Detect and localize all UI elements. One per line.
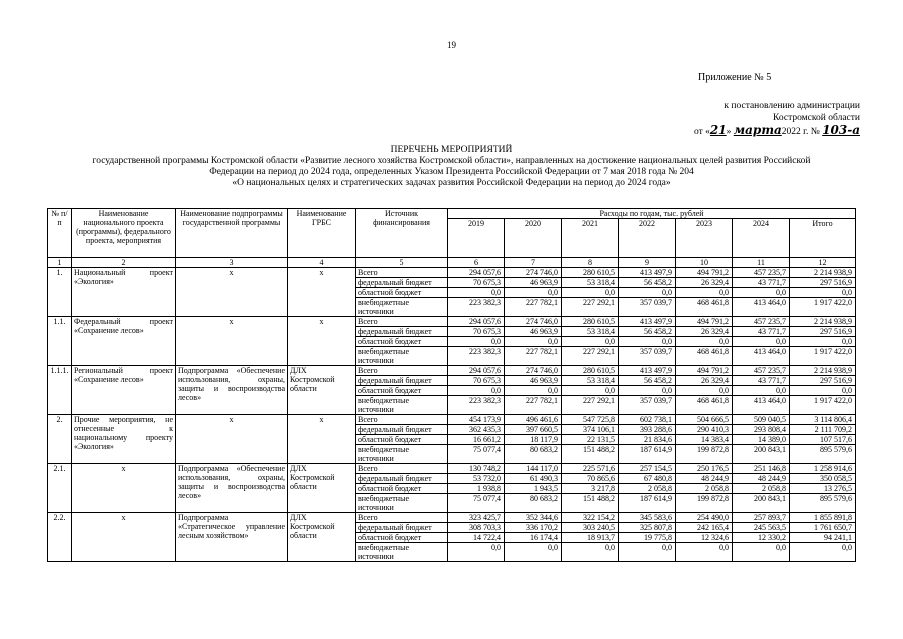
row-source: федеральный бюджет: [356, 327, 448, 337]
row-value: 297 516,9: [790, 376, 856, 386]
row-value: 308 703,3: [448, 523, 505, 533]
row-value: 53 732,0: [448, 474, 505, 484]
row-value: 0,0: [505, 337, 562, 347]
row-value: 2 058,8: [733, 484, 790, 494]
row-value: 0,0: [790, 288, 856, 298]
row-value: 454 173,9: [448, 415, 505, 425]
row-number: 2.1.: [48, 464, 72, 513]
row-source: областной бюджет: [356, 337, 448, 347]
row-value: 0,0: [676, 288, 733, 298]
row-value: 413 497,9: [619, 317, 676, 327]
row-number: 2.: [48, 415, 72, 464]
row-value: 297 516,9: [790, 278, 856, 288]
row-value: 303 240,5: [562, 523, 619, 533]
row-value: 19 775,8: [619, 533, 676, 543]
row-value: 251 146,8: [733, 464, 790, 474]
row-value: 80 683,2: [505, 445, 562, 464]
row-grbs: х: [288, 268, 356, 317]
row-project: х: [72, 464, 176, 513]
row-value: 3 114 806,4: [790, 415, 856, 425]
row-value: 0,0: [676, 543, 733, 562]
row-value: 70 865,6: [562, 474, 619, 484]
row-value: 107 517,6: [790, 435, 856, 445]
row-grbs: х: [288, 317, 356, 366]
row-value: 294 057,6: [448, 268, 505, 278]
row-value: 494 791,2: [676, 268, 733, 278]
row-value: 0,0: [619, 337, 676, 347]
decree-line-2: Костромской области: [773, 113, 860, 123]
decree-line-1: к постановлению администрации: [724, 101, 860, 111]
row-value: 1 917 422,0: [790, 396, 856, 415]
row-value: 70 675,3: [448, 327, 505, 337]
row-value: 18 913,7: [562, 533, 619, 543]
row-value: 357 039,7: [619, 396, 676, 415]
row-source: федеральный бюджет: [356, 425, 448, 435]
row-value: 199 872,8: [676, 445, 733, 464]
row-value: 56 458,2: [619, 327, 676, 337]
row-value: 200 843,1: [733, 445, 790, 464]
column-number: 3: [176, 258, 288, 268]
row-value: 257 893,7: [733, 513, 790, 523]
row-value: 280 610,5: [562, 268, 619, 278]
column-number: 10: [676, 258, 733, 268]
row-value: 602 738,1: [619, 415, 676, 425]
column-number: 1: [48, 258, 72, 268]
row-value: 46 963,9: [505, 327, 562, 337]
row-value: 227 292,1: [562, 298, 619, 317]
row-project: Региональный проект «Сохранение лесов»: [72, 366, 176, 415]
row-value: 26 329,4: [676, 278, 733, 288]
row-source: внебюджетные источники: [356, 396, 448, 415]
row-source: внебюджетные источники: [356, 543, 448, 562]
row-value: 43 771,7: [733, 278, 790, 288]
decree-block: [660, 100, 860, 138]
row-project: Национальный проект «Экология»: [72, 268, 176, 317]
row-value: 468 461,8: [676, 347, 733, 366]
header-year: Итого: [790, 219, 856, 258]
header-grbs: Наименование ГРБС: [288, 209, 356, 258]
row-value: 200 843,1: [733, 494, 790, 513]
table-row: [48, 464, 856, 474]
row-value: 227 782,1: [505, 396, 562, 415]
row-subprogram: х: [176, 415, 288, 464]
row-value: 457 235,7: [733, 366, 790, 376]
title-line-2: Федерации на период до 2024 года, определенных Указом Президента Российской Федерации от 7 мая 2018 года № 204: [209, 167, 694, 177]
row-value: 0,0: [733, 543, 790, 562]
row-value: 0,0: [505, 543, 562, 562]
row-value: 13 276,5: [790, 484, 856, 494]
row-value: 227 782,1: [505, 347, 562, 366]
measures-table-wrap: [47, 208, 855, 562]
header-project: Наименование национального проекта (программы), федерального проекта, мероприятия: [72, 209, 176, 258]
row-number: 2.2.: [48, 513, 72, 562]
row-value: 2 214 938,9: [790, 366, 856, 376]
column-number: 7: [505, 258, 562, 268]
row-subprogram: х: [176, 317, 288, 366]
row-value: 75 077,4: [448, 494, 505, 513]
row-source: областной бюджет: [356, 288, 448, 298]
row-value: 1 917 422,0: [790, 298, 856, 317]
title-block: [20, 145, 883, 189]
title-line-3: «О национальных целях и стратегических задачах развития Российской Федерации на период до 2024 года»: [232, 178, 671, 188]
row-value: 374 106,1: [562, 425, 619, 435]
row-value: 0,0: [733, 386, 790, 396]
row-value: 1 258 914,6: [790, 464, 856, 474]
row-source: Всего: [356, 513, 448, 523]
column-number-row: [48, 258, 856, 268]
row-value: 362 435,3: [448, 425, 505, 435]
row-value: 223 382,3: [448, 298, 505, 317]
row-value: 3 217,8: [562, 484, 619, 494]
row-value: 413 497,9: [619, 366, 676, 376]
row-value: 70 675,3: [448, 376, 505, 386]
row-project: х: [72, 513, 176, 562]
row-value: 345 583,6: [619, 513, 676, 523]
row-value: 56 458,2: [619, 376, 676, 386]
row-value: 280 610,5: [562, 366, 619, 376]
row-value: 227 292,1: [562, 347, 619, 366]
row-value: 250 176,5: [676, 464, 733, 474]
column-number: 6: [448, 258, 505, 268]
row-value: 225 571,6: [562, 464, 619, 474]
row-value: 21 834,6: [619, 435, 676, 445]
row-value: 53 318,4: [562, 327, 619, 337]
row-value: 22 131,5: [562, 435, 619, 445]
row-source: Всего: [356, 415, 448, 425]
row-value: 16 174,4: [505, 533, 562, 543]
row-value: 350 058,5: [790, 474, 856, 484]
header-year: 2021: [562, 219, 619, 258]
row-value: 0,0: [619, 288, 676, 298]
row-value: 0,0: [562, 543, 619, 562]
row-value: 457 235,7: [733, 268, 790, 278]
row-value: 397 660,5: [505, 425, 562, 435]
row-value: 290 410,3: [676, 425, 733, 435]
row-grbs: х: [288, 415, 356, 464]
decree-month-handwritten: марта: [733, 123, 782, 137]
row-value: 257 154,5: [619, 464, 676, 474]
measures-table: [47, 208, 856, 562]
row-value: 151 488,2: [562, 445, 619, 464]
row-value: 70 675,3: [448, 278, 505, 288]
row-value: 0,0: [676, 337, 733, 347]
row-value: 187 614,9: [619, 445, 676, 464]
row-value: 2 058,8: [676, 484, 733, 494]
row-source: областной бюджет: [356, 484, 448, 494]
row-value: 274 746,0: [505, 366, 562, 376]
row-value: 2 058,8: [619, 484, 676, 494]
row-source: федеральный бюджет: [356, 278, 448, 288]
row-value: 393 288,6: [619, 425, 676, 435]
row-value: 67 480,8: [619, 474, 676, 484]
row-value: 1 917 422,0: [790, 347, 856, 366]
row-value: 227 782,1: [505, 298, 562, 317]
row-value: 0,0: [619, 543, 676, 562]
row-subprogram: Подпрограмма «Стратегическое управление лесным хозяйством»: [176, 513, 288, 562]
row-value: 1 761 650,7: [790, 523, 856, 533]
row-number: 1.: [48, 268, 72, 317]
row-source: внебюджетные источники: [356, 347, 448, 366]
header-year: 2024: [733, 219, 790, 258]
row-value: 48 244,9: [733, 474, 790, 484]
row-value: 223 382,3: [448, 347, 505, 366]
row-value: 144 117,0: [505, 464, 562, 474]
row-value: 413 464,0: [733, 298, 790, 317]
page-number: 19: [447, 40, 456, 50]
row-grbs: ДЛХ Костромской области: [288, 366, 356, 415]
row-value: 0,0: [448, 337, 505, 347]
row-value: 293 808,4: [733, 425, 790, 435]
row-value: 496 461,6: [505, 415, 562, 425]
row-value: 0,0: [619, 386, 676, 396]
title-line-1: государственной программы Костромской области «Развитие лесного хозяйства Костромской области», направленных на достижение национальных целей развития Российской: [92, 156, 811, 166]
table-row: [48, 268, 856, 278]
row-project: Прочие мероприятия, не отнесенные к национальному проекту «Экология»: [72, 415, 176, 464]
row-number: 1.1.1.: [48, 366, 72, 415]
row-source: федеральный бюджет: [356, 376, 448, 386]
row-value: 2 214 938,9: [790, 317, 856, 327]
column-number: 11: [733, 258, 790, 268]
row-value: 274 746,0: [505, 268, 562, 278]
row-value: 895 579,6: [790, 494, 856, 513]
row-value: 43 771,7: [733, 376, 790, 386]
header-expenses: Расходы по годам, тыс. рублей: [448, 209, 856, 219]
header-source: Источник финансирования: [356, 209, 448, 258]
row-project: Федеральный проект «Сохранение лесов»: [72, 317, 176, 366]
row-value: 254 490,0: [676, 513, 733, 523]
row-value: 0,0: [790, 337, 856, 347]
row-value: 294 057,6: [448, 317, 505, 327]
row-value: 322 154,2: [562, 513, 619, 523]
row-value: 12 324,6: [676, 533, 733, 543]
decree-number-handwritten: 103-а: [822, 123, 860, 137]
row-value: 187 614,9: [619, 494, 676, 513]
row-value: 0,0: [733, 337, 790, 347]
row-value: 357 039,7: [619, 298, 676, 317]
row-value: 0,0: [505, 288, 562, 298]
row-value: 245 563,5: [733, 523, 790, 533]
row-source: областной бюджет: [356, 386, 448, 396]
appendix-label: Приложение № 5: [698, 72, 772, 83]
header-year: 2022: [619, 219, 676, 258]
row-value: 280 610,5: [562, 317, 619, 327]
row-value: 199 872,8: [676, 494, 733, 513]
decree-date-line: [660, 124, 860, 138]
row-value: 294 057,6: [448, 366, 505, 376]
row-value: 352 344,6: [505, 513, 562, 523]
title-heading: ПЕРЕЧЕНЬ МЕРОПРИЯТИЙ: [390, 145, 513, 155]
row-value: 468 461,8: [676, 396, 733, 415]
row-value: 413 497,9: [619, 268, 676, 278]
row-value: 0,0: [790, 543, 856, 562]
row-value: 0,0: [562, 386, 619, 396]
decree-day-handwritten: 21: [709, 123, 727, 137]
row-value: 26 329,4: [676, 327, 733, 337]
row-value: 56 458,2: [619, 278, 676, 288]
row-source: внебюджетные источники: [356, 445, 448, 464]
row-value: 1 855 891,8: [790, 513, 856, 523]
row-value: 16 661,2: [448, 435, 505, 445]
row-value: 494 791,2: [676, 317, 733, 327]
row-value: 12 330,2: [733, 533, 790, 543]
row-value: 509 040,5: [733, 415, 790, 425]
header-num: № п/п: [48, 209, 72, 258]
row-value: 14 389,0: [733, 435, 790, 445]
row-value: 18 117,9: [505, 435, 562, 445]
row-value: 151 488,2: [562, 494, 619, 513]
column-number: 8: [562, 258, 619, 268]
row-value: 223 382,3: [448, 396, 505, 415]
row-source: федеральный бюджет: [356, 474, 448, 484]
row-value: 80 683,2: [505, 494, 562, 513]
decree-year: 2022 г. №: [781, 127, 823, 137]
row-value: 0,0: [448, 288, 505, 298]
row-subprogram: Подпрограмма «Обеспечение использования, охраны, защиты и воспроизводства лесов»: [176, 464, 288, 513]
row-value: 14 722,4: [448, 533, 505, 543]
row-subprogram: х: [176, 268, 288, 317]
row-number: 1.1.: [48, 317, 72, 366]
column-number: 4: [288, 258, 356, 268]
row-source: федеральный бюджет: [356, 523, 448, 533]
row-value: 504 666,5: [676, 415, 733, 425]
row-value: 357 039,7: [619, 347, 676, 366]
row-value: 94 241,1: [790, 533, 856, 543]
row-value: 325 807,8: [619, 523, 676, 533]
row-value: 26 329,4: [676, 376, 733, 386]
row-value: 413 464,0: [733, 347, 790, 366]
row-value: 48 244,9: [676, 474, 733, 484]
row-value: 53 318,4: [562, 376, 619, 386]
row-value: 130 748,2: [448, 464, 505, 474]
row-source: Всего: [356, 366, 448, 376]
row-value: 61 490,3: [505, 474, 562, 484]
table-row: [48, 317, 856, 327]
column-number: 12: [790, 258, 856, 268]
row-value: 0,0: [562, 337, 619, 347]
row-value: 0,0: [733, 288, 790, 298]
row-source: Всего: [356, 464, 448, 474]
row-value: 2 214 938,9: [790, 268, 856, 278]
row-value: 0,0: [562, 288, 619, 298]
row-grbs: ДЛХ Костромской области: [288, 464, 356, 513]
row-source: внебюджетные источники: [356, 298, 448, 317]
row-value: 14 383,4: [676, 435, 733, 445]
row-source: областной бюджет: [356, 533, 448, 543]
row-grbs: ДЛХ Костромской области: [288, 513, 356, 562]
row-value: 895 579,6: [790, 445, 856, 464]
row-value: 274 746,0: [505, 317, 562, 327]
header-year: 2023: [676, 219, 733, 258]
row-value: 413 464,0: [733, 396, 790, 415]
row-source: Всего: [356, 268, 448, 278]
row-value: 336 170,2: [505, 523, 562, 533]
row-value: 297 516,9: [790, 327, 856, 337]
column-number: 2: [72, 258, 176, 268]
row-subprogram: Подпрограмма «Обеспечение использования, охраны, защиты и воспроизводства лесов»: [176, 366, 288, 415]
row-value: 468 461,8: [676, 298, 733, 317]
decree-mid: »: [726, 127, 734, 137]
row-value: 43 771,7: [733, 327, 790, 337]
row-source: внебюджетные источники: [356, 494, 448, 513]
table-row: [48, 513, 856, 523]
table-row: [48, 366, 856, 376]
row-value: 46 963,9: [505, 376, 562, 386]
header-subprogram: Наименование подпрограммы государственной программы: [176, 209, 288, 258]
row-value: 1 943,5: [505, 484, 562, 494]
row-value: 0,0: [505, 386, 562, 396]
row-value: 494 791,2: [676, 366, 733, 376]
row-value: 0,0: [448, 386, 505, 396]
decree-from: от «: [694, 127, 710, 137]
row-source: Всего: [356, 317, 448, 327]
column-number: 9: [619, 258, 676, 268]
row-value: 75 077,4: [448, 445, 505, 464]
table-row: [48, 415, 856, 425]
row-value: 2 111 709,2: [790, 425, 856, 435]
header-year: 2019: [448, 219, 505, 258]
row-value: 547 725,8: [562, 415, 619, 425]
row-value: 242 165,4: [676, 523, 733, 533]
row-value: 53 318,4: [562, 278, 619, 288]
row-value: 1 938,8: [448, 484, 505, 494]
row-value: 227 292,1: [562, 396, 619, 415]
header-year: 2020: [505, 219, 562, 258]
row-value: 0,0: [448, 543, 505, 562]
row-value: 323 425,7: [448, 513, 505, 523]
row-value: 457 235,7: [733, 317, 790, 327]
row-source: областной бюджет: [356, 435, 448, 445]
row-value: 46 963,9: [505, 278, 562, 288]
column-number: 5: [356, 258, 448, 268]
row-value: 0,0: [790, 386, 856, 396]
row-value: 0,0: [676, 386, 733, 396]
